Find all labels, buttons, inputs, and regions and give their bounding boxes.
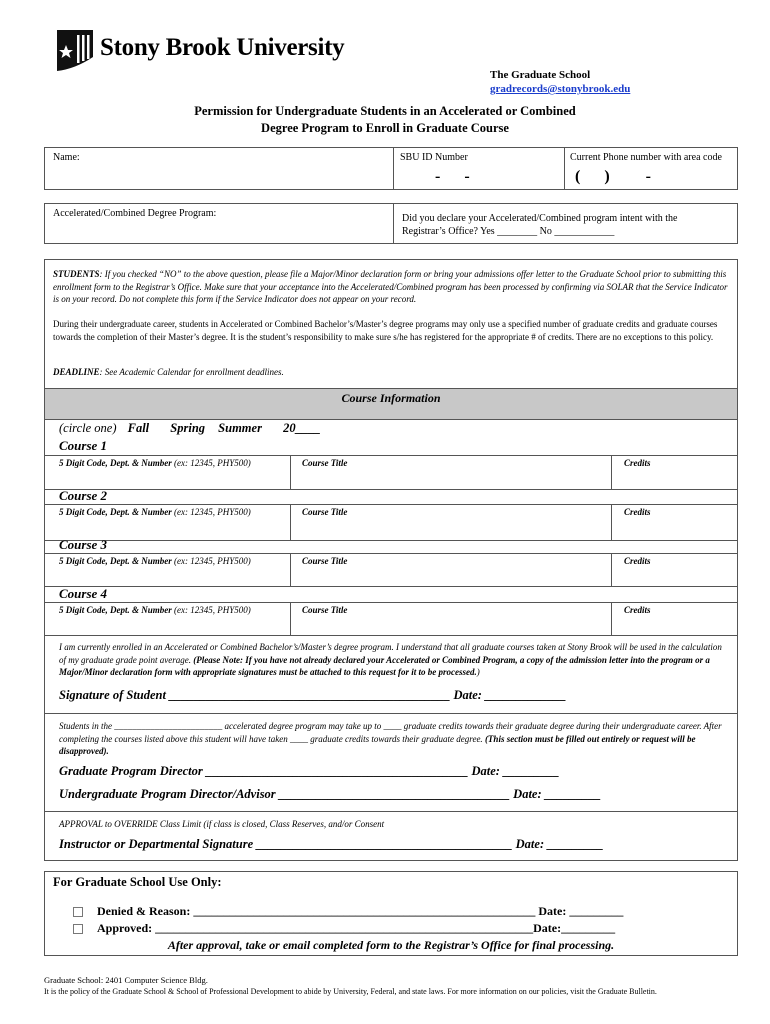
email-link[interactable]: gradrecords@stonybrook.edu	[490, 83, 631, 95]
course-label: Course 4	[59, 586, 108, 601]
denied-line[interactable]: Denied & Reason: _________________________________________________________ Date: _________	[73, 904, 623, 919]
university-name: Stony Brook University	[100, 34, 345, 61]
course-title-field[interactable]: Course Title	[302, 605, 348, 615]
credits-field[interactable]: Credits	[624, 556, 651, 566]
program-row	[44, 203, 738, 244]
certification-text: I am currently enrolled in an Accelerated or Combined Bachelor’s/Master’s degree program. I understand that all graduate courses taken at Stony Brook will be used in the calculation of my graduate grade point average. (Please Note: If you have not already declared your Accelerated or Combined Program, a copy of the admission letter into the program or a Major/Minor declaration form with appropriate signatures must be attached to this request for it to be processed.)	[59, 642, 722, 677]
instructor-signature-line[interactable]: Instructor or Departmental Signature _________________________________________ Date: _________	[59, 837, 604, 851]
graduate-school-label: The Graduate School	[490, 69, 591, 81]
code-label: 5 Digit Code, Dept. & Number (ex: 12345, PHY500)	[59, 556, 251, 566]
grad-school-use-box	[44, 871, 738, 956]
approved-line[interactable]: Approved: _______________________________________________________________Date:_________	[73, 921, 615, 936]
term-summer[interactable]: Summer	[218, 421, 262, 435]
code-label: 5 Digit Code, Dept. & Number (ex: 12345, PHY500)	[59, 605, 251, 615]
course-title-field[interactable]: Course Title	[302, 458, 348, 468]
policy-text: During their undergraduate career, students in Accelerated or Combined Bachelor’s/Master’s degree programs may only use a specified number of graduate credits and graduate courses towards the completion of their Master’s degree. It is the student’s responsibility to make sure s/he has registered for the appropriate # of credits. There are no exceptions to this policy.	[53, 319, 718, 342]
course-title-field[interactable]: Course Title	[302, 507, 348, 517]
course-label: Course 2	[59, 488, 108, 503]
override-text: APPROVAL to OVERRIDE Class Limit (if class is closed, Class Reserves, and/or Consent	[59, 819, 385, 829]
form-title-line1: Permission for Undergraduate Students in an Accelerated or Combined	[194, 104, 576, 118]
approved-checkbox[interactable]	[73, 924, 83, 934]
term-spring[interactable]: Spring	[170, 421, 206, 435]
credits-field[interactable]: Credits	[624, 605, 651, 615]
credits-field[interactable]: Credits	[624, 458, 651, 468]
deadline-text: DEADLINE: See Academic Calendar for enrollment deadlines.	[53, 367, 284, 377]
denied-checkbox[interactable]	[73, 907, 83, 917]
form-title-line2: Degree Program to Enroll in Graduate Course	[261, 121, 509, 135]
course-label: Course 1	[59, 438, 108, 453]
student-signature-line[interactable]: Signature of Student _____________________________________________ Date: _____________	[59, 688, 567, 702]
program-label: Accelerated/Combined Degree Program:	[53, 208, 217, 219]
phone-field[interactable]: ( ) -	[575, 168, 651, 185]
main-form	[44, 259, 738, 861]
sbu-id-label: SBU ID Number	[400, 152, 468, 163]
phone-label: Current Phone number with area code	[570, 152, 722, 163]
course-label: Course 3	[59, 537, 108, 552]
course-info-heading: Course Information	[45, 388, 737, 420]
course-title-field[interactable]: Course Title	[302, 556, 348, 566]
credits-field[interactable]: Credits	[624, 507, 651, 517]
stony-brook-logo	[55, 27, 95, 73]
declare-question-line1: Did you declare your Accelerated/Combined program intent with the	[402, 213, 678, 224]
final-instruction: After approval, take or email completed form to the Registrar’s Office for final processing.	[167, 938, 615, 952]
sbu-id-field[interactable]: - -	[435, 168, 470, 185]
term-selector: (circle one) Fall Spring Summer 20____	[59, 421, 321, 435]
footer-address: Graduate School: 2401 Computer Science Bldg.	[44, 975, 208, 985]
footer-policy: It is the policy of the Graduate School & School of Professional Development to abide by University, Federal, and state laws. For more information on our policies, visit the Graduate Bulletin.	[44, 987, 657, 996]
declare-question-line2[interactable]: Registrar’s Office? Yes ________ No ____________	[402, 226, 615, 237]
student-info-row	[44, 147, 738, 190]
term-year[interactable]: 20____	[283, 421, 321, 435]
undergrad-director-signature-line[interactable]: Undergraduate Program Director/Advisor _____________________________________ Date: _________	[59, 787, 602, 801]
students-instructions: STUDENTS: If you checked “NO” to the above question, please file a Major/Minor declaration form or bring your admissions offer letter to the Graduate School prior to submitting this enrollment form to the Registrar’s Office. Make sure that your acceptance into the Accelerated/Combined program has been processed by confirming via SOLAR that the Service Indicator is on your record. Do not complete this form if the Service Indicator does not appear on your record.	[53, 269, 728, 304]
code-label: 5 Digit Code, Dept. & Number (ex: 12345, PHY500)	[59, 458, 251, 468]
grad-use-heading: For Graduate School Use Only:	[53, 875, 222, 889]
name-label: Name:	[53, 152, 80, 163]
code-label: 5 Digit Code, Dept. & Number (ex: 12345, PHY500)	[59, 507, 251, 517]
term-fall[interactable]: Fall	[127, 421, 150, 435]
grad-director-signature-line[interactable]: Graduate Program Director __________________________________________ Date: _________	[59, 764, 560, 778]
director-text: Students in the ________________________ accelerated degree program may take up to ____ graduate credits towards their graduate degree during their undergraduate career. After completing the courses listed above this student will have taken ____ graduate credits towards their graduate degree. (This section must be filled out entirely or request will be disapproved).	[59, 721, 722, 756]
